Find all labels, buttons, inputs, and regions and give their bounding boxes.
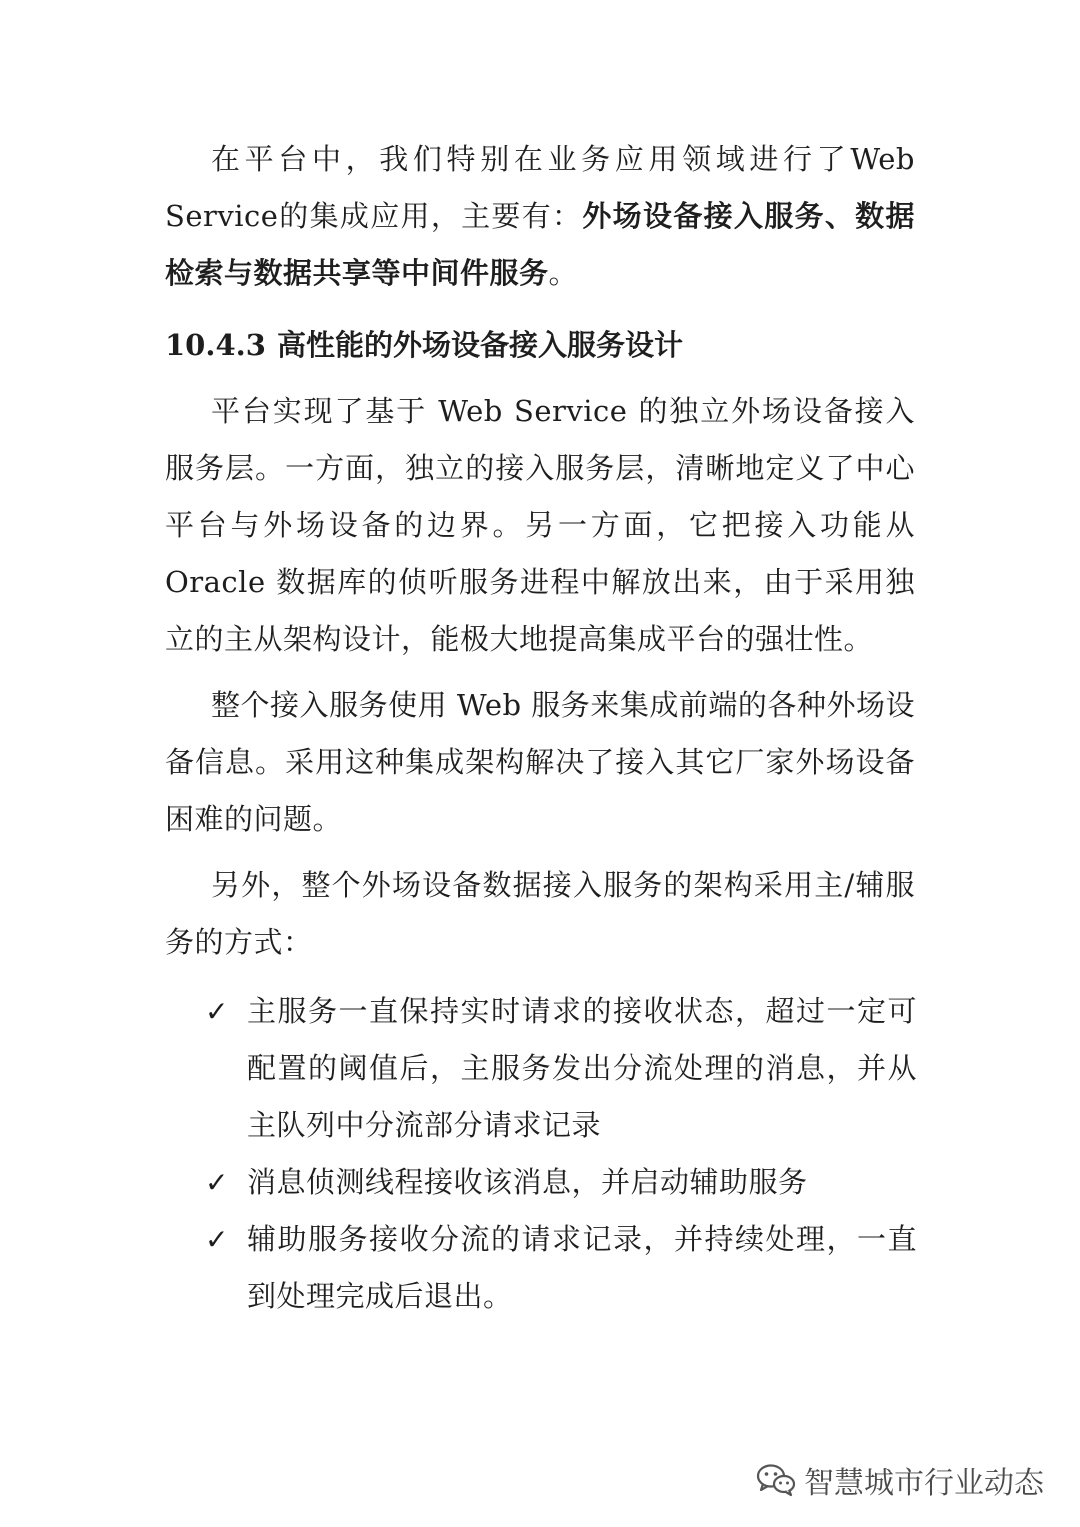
watermark-text: 智慧城市行业动态	[804, 1466, 1044, 1501]
section-number: 10.4.3	[165, 328, 266, 362]
list-item	[205, 1154, 917, 1211]
paragraph-intro-text: 在平台中，我们特别在业务应用领域进行了Web Service的集成应用，主要有：	[165, 142, 915, 233]
watermark	[756, 1452, 1044, 1508]
paragraph-access-layer: 平台实现了基于 Web Service 的独立外场设备接入服务层。一方面，独立的接入服务层，清晰地定义了中心平台与外场设备的边界。另一方面，它把接入功能从 Oracle 数据库的侦听服务进程中解放出来，由于采用独立的主从架构设计，能极大地提高集成平台的强壮性。	[165, 394, 915, 656]
list-item	[205, 983, 917, 1154]
checkmark-icon: ✓	[205, 1223, 229, 1256]
checkmark-icon: ✓	[205, 1166, 229, 1199]
paragraph-integration: 整个接入服务使用 Web 服务来集成前端的各种外场设备信息。采用这种集成架构解决了接入其它厂家外场设备困难的问题。	[165, 688, 915, 836]
list-item	[205, 1211, 917, 1325]
section-title: 高性能的外场设备接入服务设计	[277, 328, 684, 362]
paragraph-intro-bold: 外场设备接入服务、数据检索与数据共享等中间件服务	[165, 199, 915, 290]
paragraph-main-aux: 另外，整个外场设备数据接入服务的架构采用主/辅服务的方式：	[165, 868, 915, 959]
checkmark-icon: ✓	[205, 995, 229, 1028]
paragraph-intro	[165, 131, 915, 302]
wechat-icon	[756, 1463, 796, 1497]
list-item-text: 消息侦测线程接收该消息，并启动辅助服务	[247, 1165, 808, 1199]
paragraph-intro-end: 。	[548, 256, 579, 290]
section-heading	[165, 320, 915, 370]
list-item-text: 主服务一直保持实时请求的接收状态，超过一定可配置的阈值后，主服务发出分流处理的消息，并从主队列中分流部分请求记录	[247, 994, 917, 1142]
list-item-text: 辅助服务接收分流的请求记录，并持续处理，一直到处理完成后退出。	[247, 1222, 917, 1313]
checklist	[205, 983, 917, 1325]
